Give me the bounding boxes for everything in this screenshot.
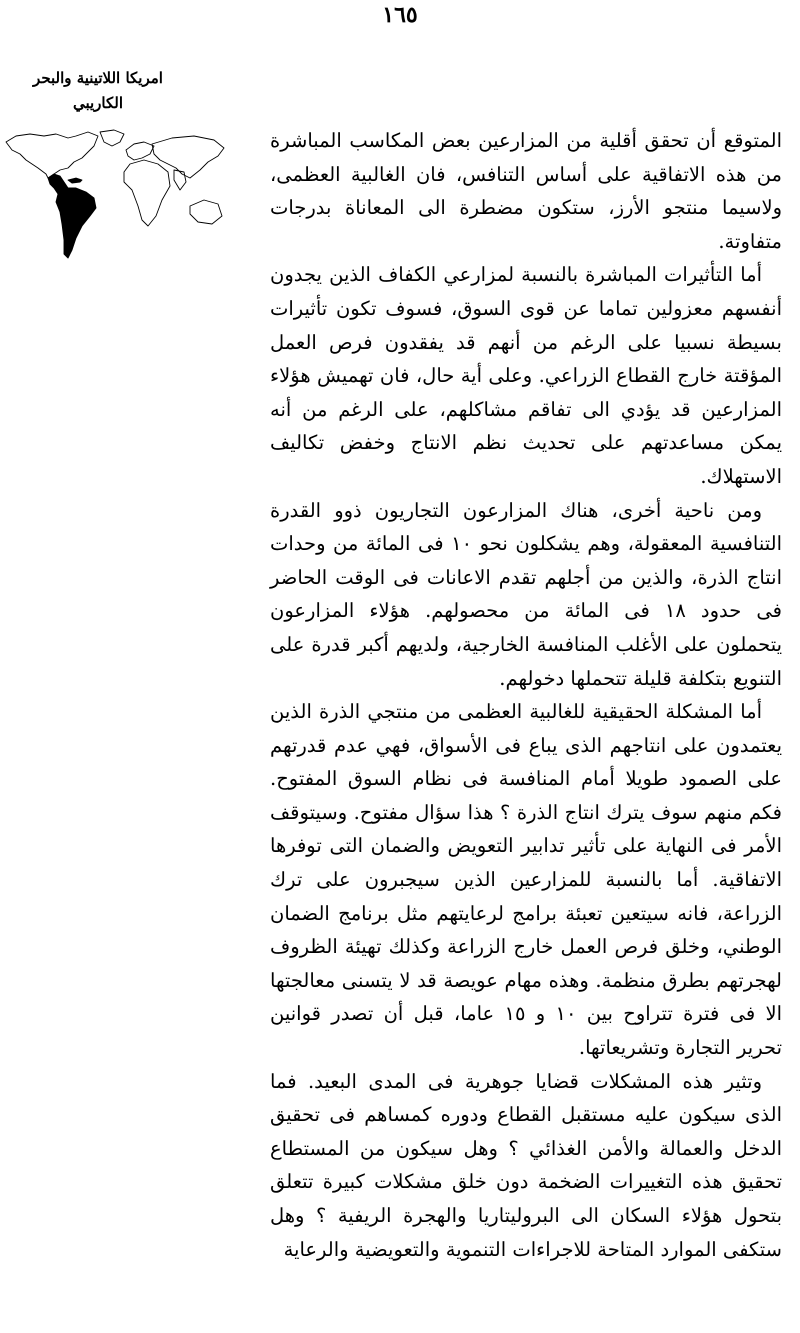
main-text xyxy=(270,124,782,1266)
page-number: ١٦٥ xyxy=(382,2,418,28)
paragraph: المتوقع أن تحقق أقلية من المزارعين بعض المكاسب المباشرة من هذه الاتفاقية على أساس التنافس، فان الغالبية العظمى، ولاسيما منتجو الأرز، ستكون مضطرة الى المعاناة بدرجات متفاوتة. xyxy=(270,129,782,253)
north-america-outline xyxy=(6,132,98,178)
paragraph: أما المشكلة الحقيقية للغالبية العظمى من منتجي الذرة الذين يعتمدون على انتاجهم الذى يباع فى الأسواق، فهي عدم قدرتهم على الصمود طويلا أمام المنافسة فى نظام السوق المفتوح. فكم منهم سوف يترك انتاج الذرة ؟ هذا سؤال مفتوح. وسيتوقف الأمر فى النهاية على تأثير تدابير التعويض والضمان التى توفرها الاتفاقية. أما بالنسبة للمزارعين الذين سيجبرون على ترك الزراعة، فانه سيتعين تعبئة برامج لرعايتهم مثل برنامج الضمان الوطني، وخلق فرص العمل خارج الزراعة وكذلك تهيئة الظروف لهجرتهم بطرق منظمة. وهذه مهام عويصة قد لا يتسنى معالجتها الا فى فترة تتراوح بين ١٠ و ١٥ عاما، قبل أن تصدر قوانين تحرير التجارة وتشريعاتها. xyxy=(270,700,783,1060)
section-title-line-1: امريكا اللاتينية والبحر xyxy=(33,69,163,87)
latin-america-highlight xyxy=(48,174,96,258)
caribbean-islands xyxy=(68,178,82,183)
asia-outline xyxy=(152,136,224,178)
world-map-icon xyxy=(2,128,226,260)
australia-outline xyxy=(190,200,222,224)
paragraph: ومن ناحية أخرى، هناك المزارعون التجاريون ذوو القدرة التنافسية المعقولة، وهم يشكلون نحو ١٠ فى المائة من وحدات انتاج الذرة، والذين من أجلهم تقدم الاعانات فى الوقت الحاضر فى حدود ١٨ فى المائة من محصولهم. هؤلاء المزارعون يتحملون على الأغلب المنافسة الخارجية، ولديهم أكبر قدرة على التنويع بتكلفة قليلة تتحملها دخولهم. xyxy=(270,498,782,690)
greenland-outline xyxy=(100,130,124,146)
india-outline xyxy=(174,170,186,190)
section-title-line-2: الكاريبي xyxy=(72,94,124,112)
africa-outline xyxy=(124,160,170,226)
paragraph: وتثير هذه المشكلات قضايا جوهرية فى المدى البعيد. فما الذى سيكون عليه مستقبل القطاع ودوره كمساهم فى تحقيق الدخل والعمالة والأمن الغذائي ؟ وهل سيكون من المستطاع تحقيق هذه التغييرات الضخمة دون خلق مشكلات كبيرة تتعلق بتحول هؤلاء السكان الى البروليتاريا والهجرة الريفية ؟ وهل ستكفى الموارد المتاحة للاجراءات التنموية والتعويضية والرعاية xyxy=(270,1069,782,1261)
section-title xyxy=(10,66,186,116)
europe-outline xyxy=(126,142,154,160)
paragraph: أما التأثيرات المباشرة بالنسبة لمزارعي الكفاف الذين يجدون أنفسهم معزولين تماما عن قوى السوق، فسوف تكون تأثيرات بسيطة نسبيا على الرغم من أنهم قد يفقدون فرص العمل المؤقتة خارج القطاع الزراعي. وعلى أية حال، فان تهميش هؤلاء المزارعين قد يؤدي الى تفاقم مشاكلهم، على الرغم من أنه يمكن مساعدتهم على تحديث نظم الانتاج وخفض تكاليف الاستهلاك. xyxy=(270,263,782,488)
